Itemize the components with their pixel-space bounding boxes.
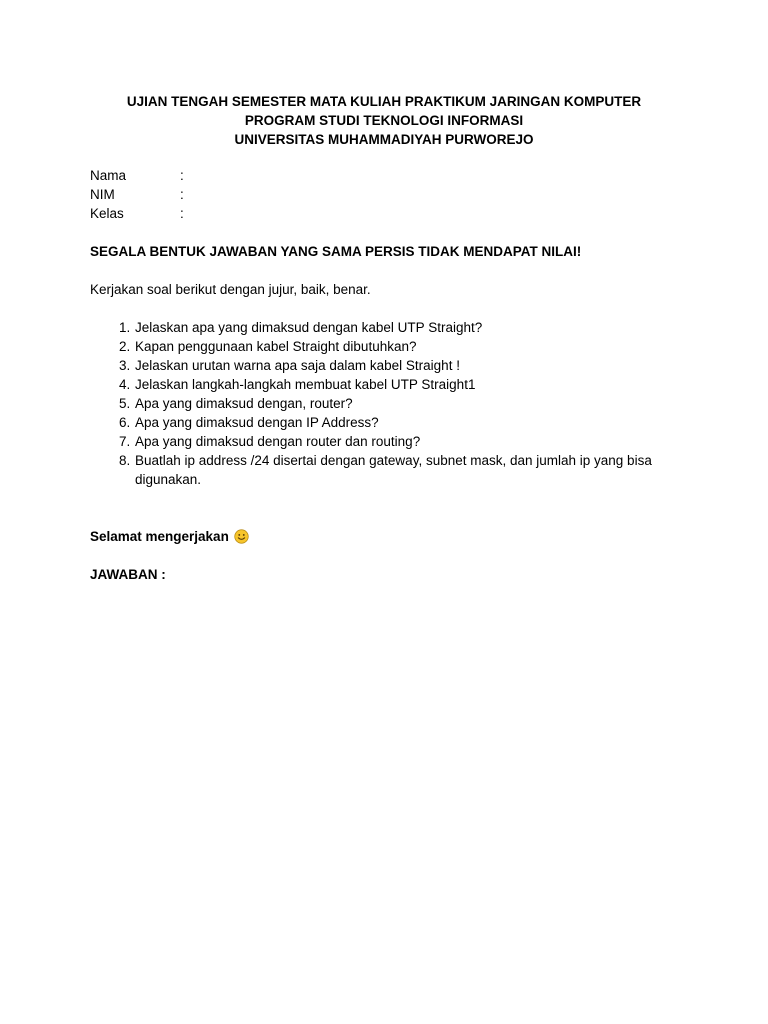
identity-row-name [90,166,690,185]
question-text: Jelaskan urutan warna apa saja dalam kabel Straight ! [135,358,460,373]
question-text: Buatlah ip address /24 disertai dengan gateway, subnet mask, dan jumlah ip yang bisa digunakan. [135,453,652,487]
class-label: Kelas [90,206,124,221]
question-text: Kapan penggunaan kabel Straight dibutuhkan? [135,339,417,354]
header-title-line-3: UNIVERSITAS MUHAMMADIYAH PURWOREJO [234,132,534,147]
list-item [90,451,675,489]
greeting-line [90,527,690,546]
warning-text: SEGALA BENTUK JAWABAN YANG SAMA PERSIS TIDAK MENDAPAT NILAI! [90,244,582,259]
question-text: Apa yang dimaksud dengan router dan routing? [135,434,421,449]
list-item [90,413,675,432]
question-number: 2. [119,339,131,354]
header-title-line-2: PROGRAM STUDI TEKNOLOGI INFORMASI [244,113,524,128]
identity-row-nim [90,185,690,204]
question-text: Apa yang dimaksud dengan IP Address? [135,415,379,430]
question-text: Jelaskan langkah-langkah membuat kabel UTP Straight1 [135,377,476,392]
answer-heading: JAWABAN : [90,567,166,582]
question-number: 5. [119,396,131,411]
nim-separator: : [180,187,184,202]
question-number: 4. [119,377,131,392]
list-item [90,375,675,394]
class-separator: : [180,206,184,221]
header-title-line-1: UJIAN TENGAH SEMESTER MATA KULIAH PRAKTIKUM JARINGAN KOMPUTER [126,94,642,109]
list-item [90,356,675,375]
greeting-text: Selamat mengerjakan [90,529,229,544]
smiley-face-icon [234,529,249,544]
question-number: 8. [119,453,131,468]
document-header [0,92,768,149]
question-number: 3. [119,358,131,373]
list-item [90,394,675,413]
question-text: Apa yang dimaksud dengan, router? [135,396,353,411]
question-text: Jelaskan apa yang dimaksud dengan kabel UTP Straight? [135,320,483,335]
identity-block [90,166,690,223]
question-number: 6. [119,415,131,430]
question-number: 1. [119,320,131,335]
name-label: Nama [90,168,127,183]
list-item [90,337,675,356]
name-separator: : [180,168,184,183]
question-list [90,318,690,489]
list-item [90,318,675,337]
identity-row-class [90,204,690,223]
nim-label: NIM [90,187,115,202]
document-body [90,166,690,584]
question-number: 7. [119,434,131,449]
list-item [90,432,675,451]
instruction-text: Kerjakan soal berikut dengan jujur, baik, benar. [90,282,371,297]
